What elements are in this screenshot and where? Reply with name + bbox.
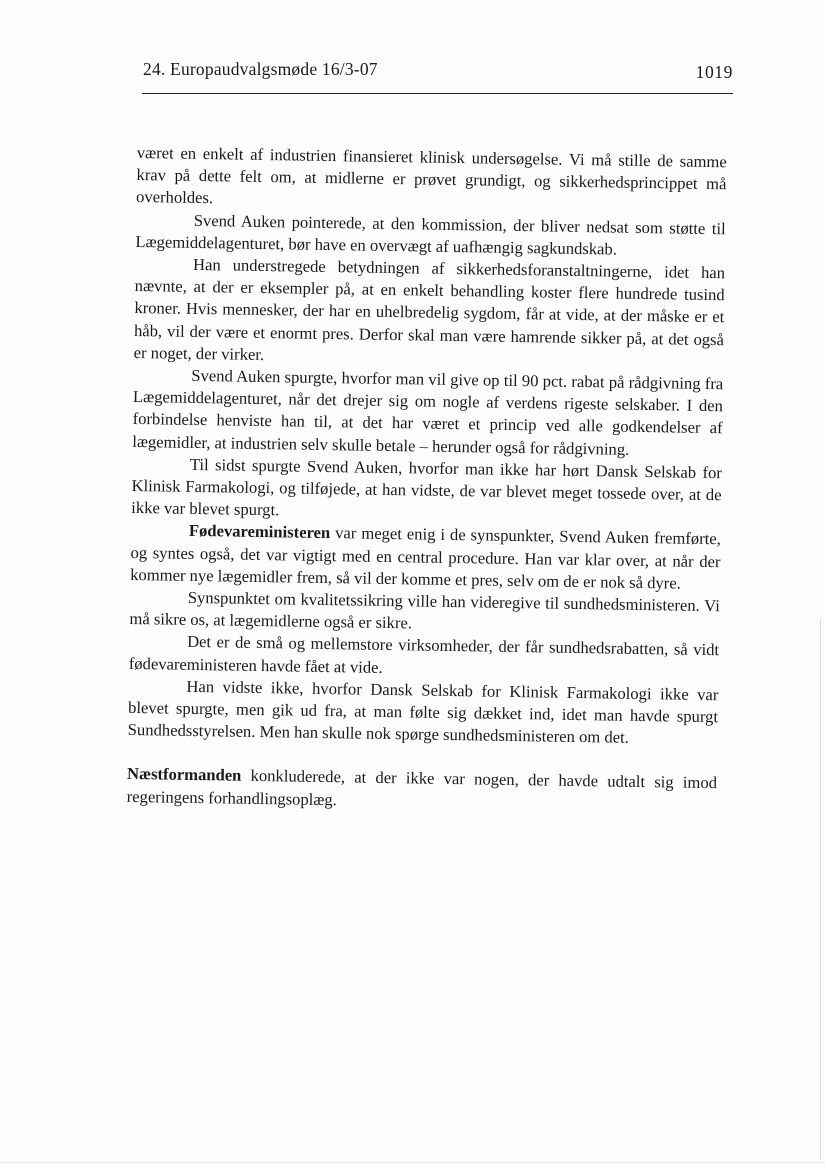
paragraph-6 <box>130 519 721 595</box>
paragraph-9 <box>128 675 719 751</box>
page-number: 1019 <box>695 62 733 82</box>
paragraph-2-text: Svend Auken pointerede, at den kommission, der bliver nedsat som støtte til Lægemiddelagenturet, bør have en overvægt af uafhængig sagkundskab. <box>135 210 726 259</box>
scan-edge-right <box>820 620 822 1160</box>
running-header-title: 24. Europaudvalgsmøde 16/3-07 <box>143 59 378 79</box>
paragraph-10-text: konkluderede, at der ikke var nogen, der havde udtalt sig imod regeringens forhandlingsoplæg. <box>126 766 718 809</box>
scan-edge-bottom <box>0 1162 825 1164</box>
speaker-name: Fødevareministeren <box>188 521 331 543</box>
speaker-name: Næstformanden <box>126 764 242 786</box>
paragraph-4 <box>132 364 723 462</box>
paragraph-5 <box>131 453 722 529</box>
paragraph-3 <box>134 253 726 373</box>
paragraph-8-text: Det er de små og mellemstore virksomheder, der får sundhedsrabatten, så vidt fødevareministeren havde fået at vide. <box>128 632 720 677</box>
paragraph-6-text: var meget enig i de synspunkter, Svend Auken fremførte, og syntes også, det var vigtigt med en central procedure. Han var klar over, at når der kommer nye lægemidler frem, så vil der komme et pres, selv om de er nok så dyre. <box>130 523 721 593</box>
paragraph-9-text: Han vidste ikke, hvorfor Dansk Selskab for Klinisk Farmakologi ikke var blevet spurgte, men gik ud fra, at man følte sig dækket ind, idet man havde spurgt Sundhedsstyrelsen. Men han skulle nok spørge sundhedsministeren om det. <box>127 676 719 748</box>
header-divider <box>142 93 733 94</box>
paragraph-5-text: Til sidst spurgte Svend Auken, hvorfor man ikke har hørt Dansk Selskab for Klinisk Farmakologi, og tilføjede, at han vidste, de var blevet meget tossede over, at de ikke var blevet spurgt. <box>131 454 723 520</box>
paragraph-7-text: Synspunktet om kvalitetssikring ville han videregive til sundhedsministeren. Vi må sikre os, at lægemidlerne også er sikre. <box>129 587 720 633</box>
paragraph-1-text: været en enkelt af industrien finansieret klinisk undersøgelse. Vi må stille de samme krav på dette felt om, at midlerne er prøvet grundigt, og sikkerhedsprincippet må overholdes. <box>135 142 727 208</box>
paragraph-1 <box>136 142 727 218</box>
paragraph-10 <box>127 763 718 817</box>
paragraph-3-text: Han understregede betydningen af sikkerhedsforanstaltningerne, idet han nævnte, at der er eksempler på, at en enkelt behandling koster flere hundrede tusind kroner. Hvis mennesker, der har en uhelbredelig sygdom, får at vide, at der måske er et håb, vil der være et enormt pres. Derfor skal man være hamrende sikker på, at det også er noget, der virker. <box>133 254 726 364</box>
paragraph-4-text: Svend Auken spurgte, hvorfor man vil give op til 90 pct. rabat på rådgivning fra Lægemiddelagenturet, når det drejer sig om nogle af verdens rigeste selskaber. I den forbindelse henviste han til, at det har været et princip ved alle godkendelser af lægemidler, at industrien selv skulle betale – herunder også for rådgivning. <box>132 365 724 459</box>
document-body <box>127 142 727 817</box>
